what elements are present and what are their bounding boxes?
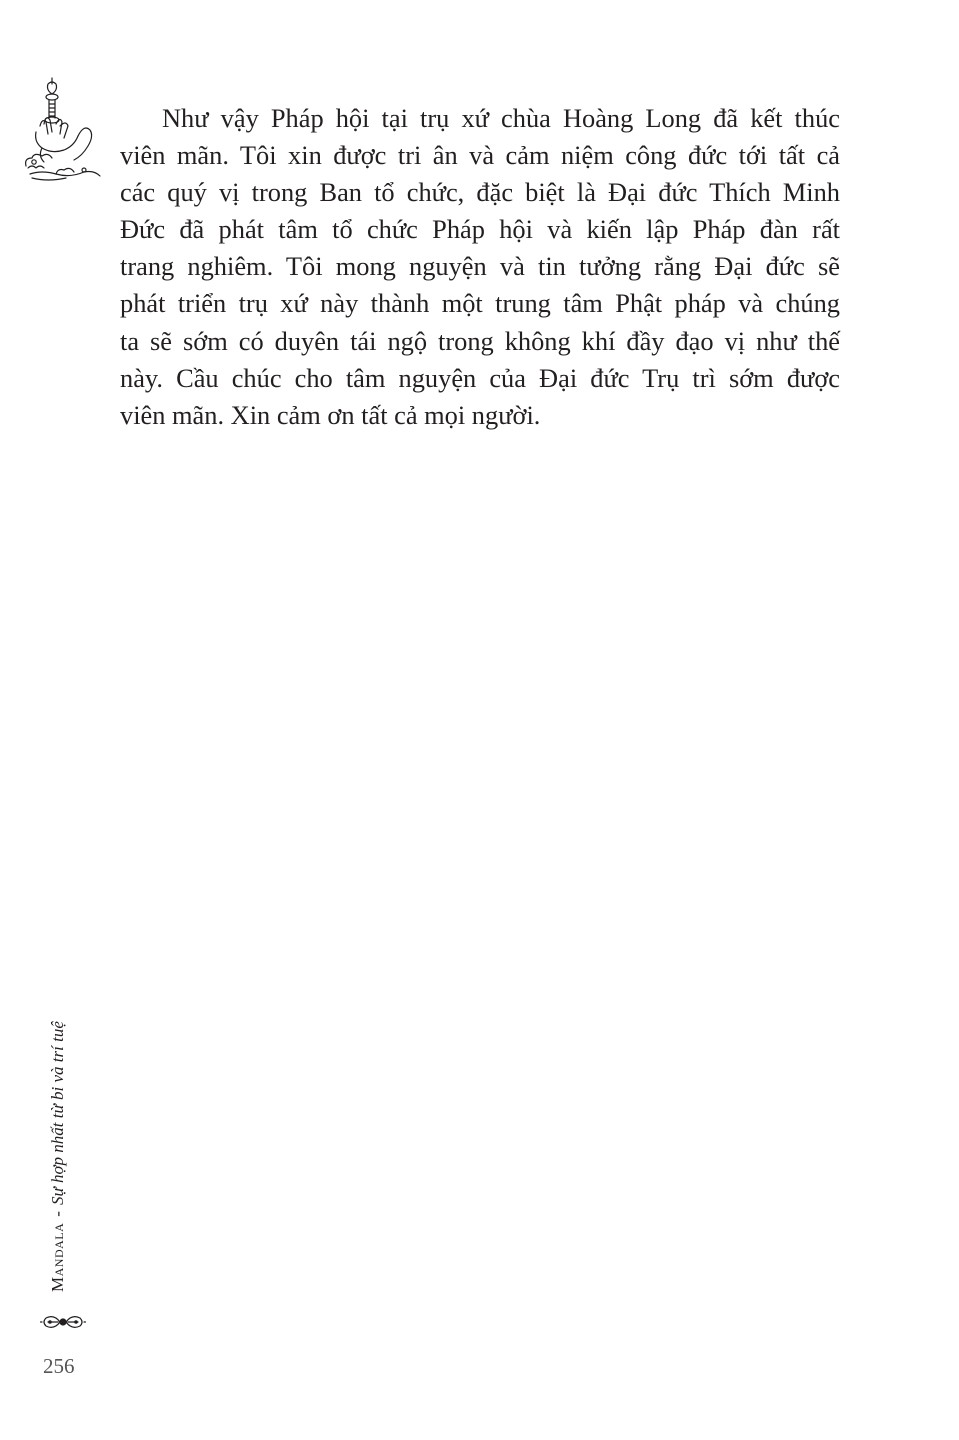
- body-paragraph: [120, 100, 840, 434]
- paragraph-line: Như vậy Pháp hội tại trụ xứ chùa Hoàng Long đã kết thúc: [162, 103, 840, 133]
- vajra-hand-ornament-icon: [22, 74, 104, 186]
- paragraph-line: các quý vị trong Ban tổ chức, đặc biệt là Đại đức Thích Minh: [120, 177, 840, 208]
- paragraph-line: ta sẽ sớm có duyên tái ngộ trong không khí đầy đạo vị như thế: [120, 325, 840, 356]
- running-title: [48, 1021, 68, 1292]
- paragraph-line: phát triển trụ xứ này thành một trung tâm Phật pháp và chúng: [120, 288, 840, 319]
- paragraph-line: viên mãn. Tôi xin được tri ân và cảm niệm công đức tới tất cả: [120, 140, 840, 171]
- double-vajra-ornament-icon: [40, 1311, 86, 1333]
- paragraph-line: này. Cầu chúc cho tâm nguyện của Đại đức Trụ trì sớm được: [120, 362, 840, 393]
- book-subtitle: Sự hợp nhất từ bi và trí tuệ: [48, 1021, 67, 1206]
- paragraph-line: viên mãn. Xin cảm ơn tất cả mọi người.: [120, 399, 541, 430]
- title-separator: -: [48, 1211, 67, 1217]
- page-number: 256: [43, 1354, 75, 1378]
- paragraph-line: trang nghiêm. Tôi mong nguyện và tin tưởng rằng Đại đức sẽ: [120, 251, 840, 282]
- book-title: Mandala: [48, 1222, 67, 1292]
- paragraph-line: Đức đã phát tâm tổ chức Pháp hội và kiến lập Pháp đàn rất: [120, 214, 840, 245]
